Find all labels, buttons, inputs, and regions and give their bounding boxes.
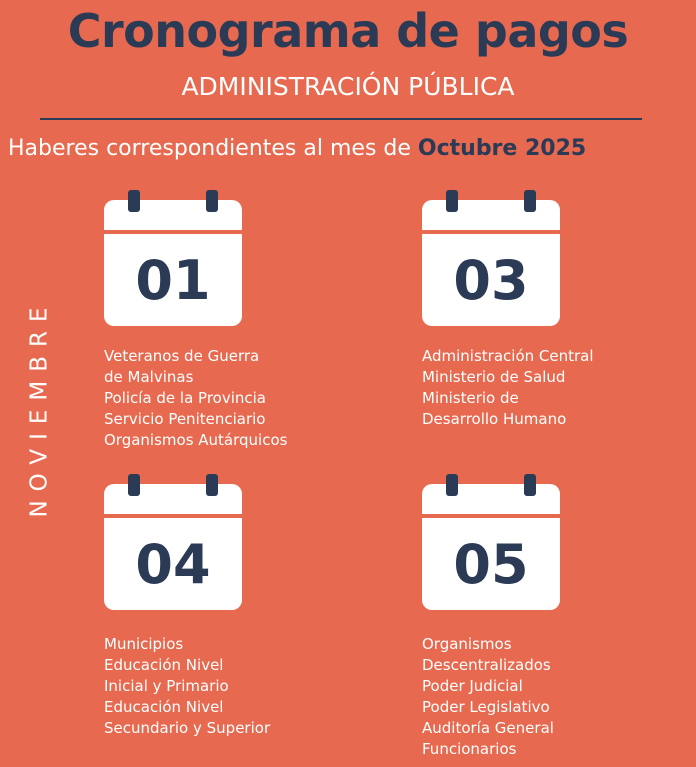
calendar-ring-icon: [524, 474, 536, 496]
list-item: Organismos: [422, 635, 512, 653]
month-label-container: [14, 284, 66, 532]
calendar-ring-icon: [128, 190, 140, 212]
calendar-day-01: [104, 190, 242, 326]
calendar-header: [104, 200, 242, 230]
list-item: Veteranos de Guerra: [104, 347, 260, 365]
calendar-day-03: [422, 190, 560, 326]
list-item: Ministerio de: [422, 389, 519, 407]
calendar-day-number: 01: [104, 234, 242, 326]
list-item: Administración Central: [422, 347, 594, 365]
period-line: [8, 136, 696, 161]
list-item: Poder Legislativo: [422, 698, 550, 716]
list-item: Secundario y Superior: [104, 719, 271, 737]
list-item: Municipios: [104, 635, 184, 653]
list-item: Organismos Autárquicos: [104, 431, 288, 449]
list-item: Poder Judicial: [422, 677, 523, 695]
list-item: Servicio Penitenciario: [104, 410, 266, 428]
calendar-day-04: [104, 474, 242, 610]
schedule-list-01: [104, 346, 287, 451]
calendar-header: [104, 484, 242, 514]
list-item: Educación Nivel: [104, 656, 224, 674]
list-item: Desarrollo Humano: [422, 410, 567, 428]
calendar-day-number: 05: [422, 518, 560, 610]
list-item: Auditoría General: [422, 719, 554, 737]
calendar-ring-icon: [206, 474, 218, 496]
list-item: de Malvinas: [104, 368, 194, 386]
page-title: Cronograma de pagos: [67, 4, 629, 58]
list-item: Descentralizados: [422, 656, 551, 674]
divider: [40, 118, 642, 120]
page-subtitle: ADMINISTRACIÓN PÚBLICA: [181, 72, 515, 101]
calendar-day-number: 03: [422, 234, 560, 326]
list-item: Policía de la Provincia: [104, 389, 266, 407]
period-prefix: Haberes correspondientes al mes de: [8, 136, 418, 161]
schedule-list-05: [422, 634, 554, 760]
list-item: Funcionarios: [422, 740, 517, 758]
month-label: NOVIEMBRE: [27, 298, 53, 518]
calendar-ring-icon: [206, 190, 218, 212]
calendar-header: [422, 484, 560, 514]
calendar-day-number: 04: [104, 518, 242, 610]
calendar-header: [422, 200, 560, 230]
schedule-list-04: [104, 634, 270, 739]
schedule-list-03: [422, 346, 594, 430]
calendar-day-05: [422, 474, 560, 610]
calendar-ring-icon: [446, 474, 458, 496]
calendar-ring-icon: [524, 190, 536, 212]
list-item: Inicial y Primario: [104, 677, 229, 695]
list-item: Ministerio de Salud: [422, 368, 566, 386]
calendar-ring-icon: [446, 190, 458, 212]
list-item: Educación Nivel: [104, 698, 224, 716]
calendar-ring-icon: [128, 474, 140, 496]
period-highlight: Octubre 2025: [417, 136, 587, 161]
